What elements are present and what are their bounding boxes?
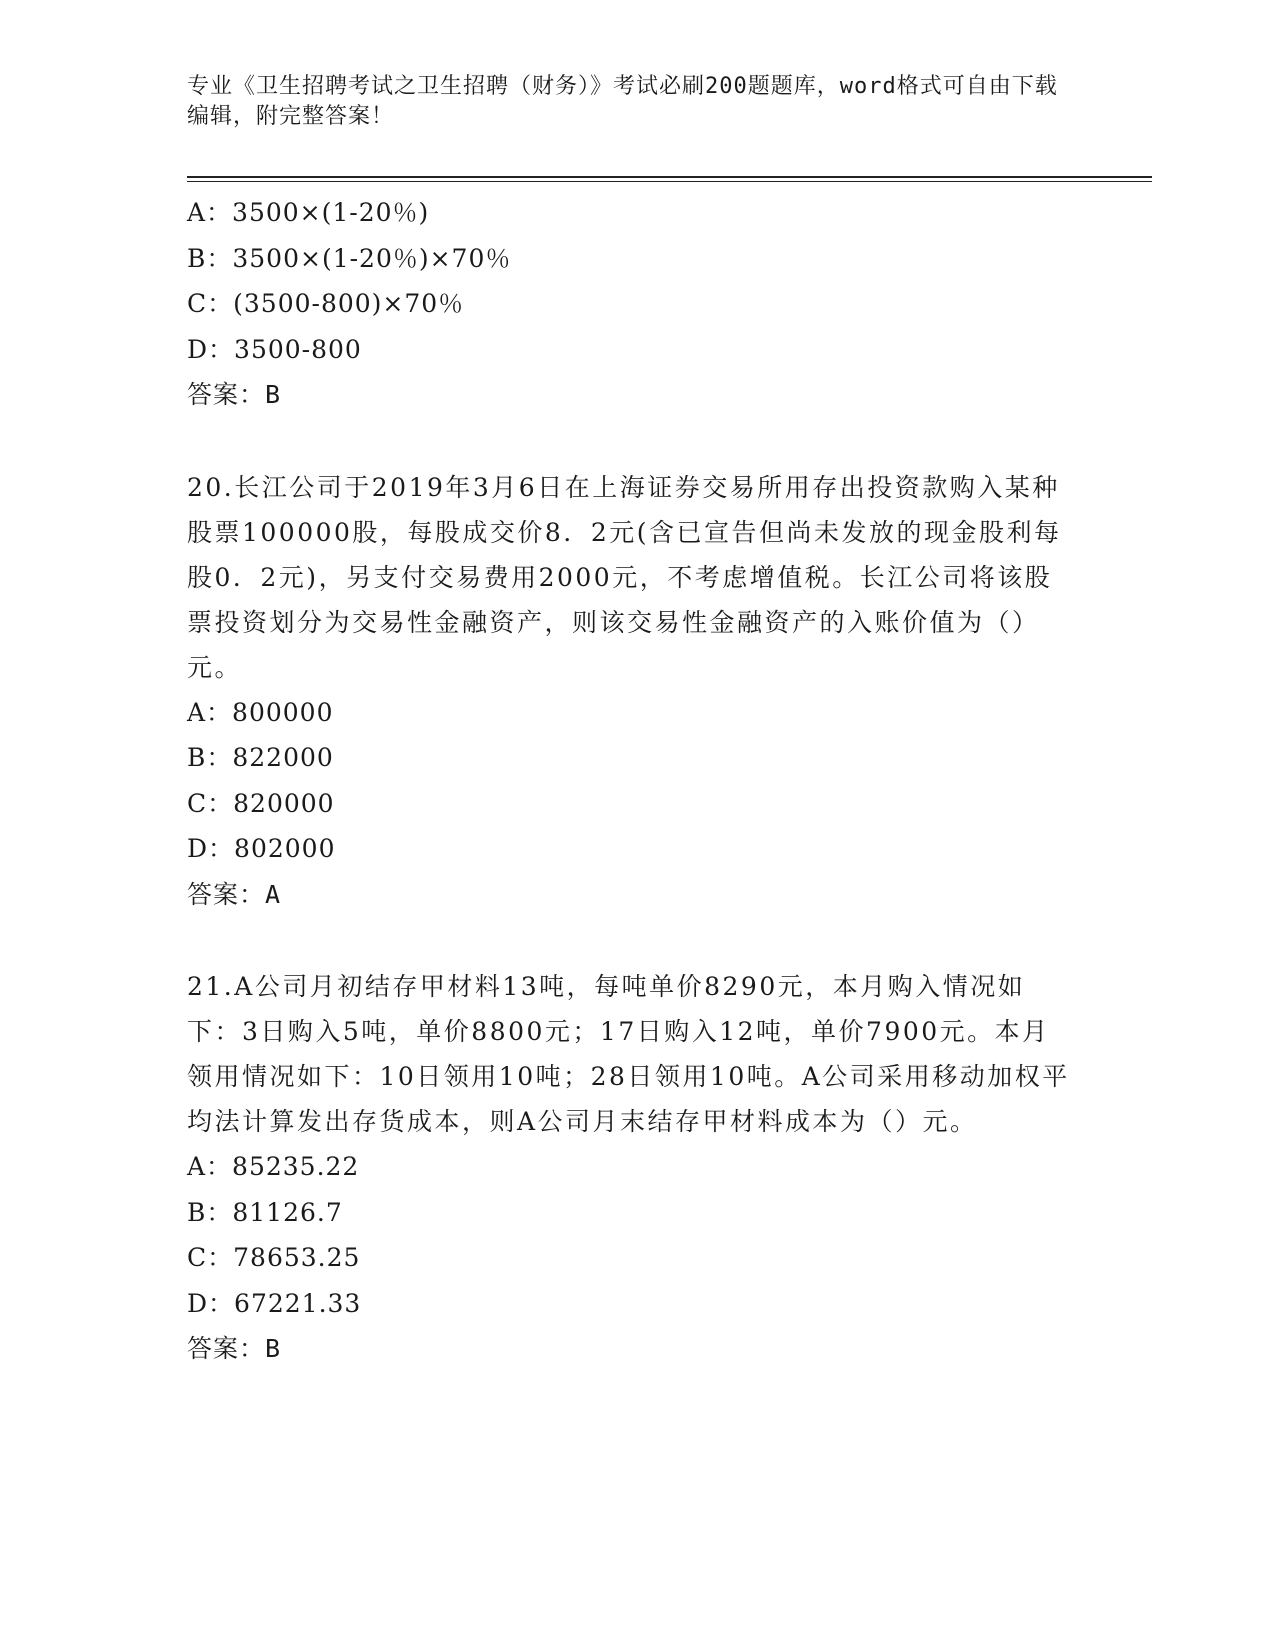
question-text: 20.长江公司于2019年3月6日在上海证券交易所用存出投资款购入某种股票100000股，每股成交价8．2元(含已宣告但尚未发放的现金股利每股0．2元)，另支付交易费用2000元，不考虑增值税。长江公司将该股票投资划分为交易性金融资产，则该交易性金融资产的入账价值为（）元。: [187, 472, 1062, 682]
spacer: [187, 418, 1087, 463]
answer: 答案：B: [187, 380, 282, 409]
answer: 答案：B: [187, 1334, 282, 1363]
spacer: [187, 917, 1087, 962]
answer: 答案：A: [187, 879, 282, 909]
option-c: C：820000: [187, 788, 335, 818]
question-text: 21.A公司月初结存甲材料13吨，每吨单价8290元，本月购入情况如下：3日购入5吨，单价8800元；17日购入12吨，单价7900元。本月领用情况如下：10日领用10吨；28日领用10吨。A公司采用移动加权平均法计算发出存货成本，则A公司月末结存甲材料成本为（）元。: [187, 972, 1070, 1136]
header-rule-thin: [187, 181, 1152, 182]
question-list: [187, 190, 1087, 1372]
option-d: D：3500-800: [187, 334, 362, 364]
question-20: [187, 463, 1087, 918]
option-b: B：822000: [187, 743, 334, 772]
option-a: A：800000: [187, 697, 334, 727]
option-a: A：85235.22: [187, 1152, 360, 1181]
option-c: C：78653.25: [187, 1243, 361, 1272]
question-21: [187, 962, 1087, 1372]
option-b: B：3500×(1-20％)×70％: [187, 243, 512, 273]
option-a: A：3500×(1-20％): [187, 198, 430, 227]
option-c: C：(3500-800)×70％: [187, 289, 465, 318]
option-d: D：802000: [187, 834, 336, 863]
document-header: 专业《卫生招聘考试之卫生招聘（财务）》考试必刷200题题库，word格式可自由下载编辑，附完整答案！: [187, 74, 1058, 129]
option-b: B：81126.7: [187, 1197, 343, 1227]
option-d: D：67221.33: [187, 1288, 362, 1318]
header-rule-thick: [187, 176, 1152, 178]
question-19: [187, 190, 1087, 418]
